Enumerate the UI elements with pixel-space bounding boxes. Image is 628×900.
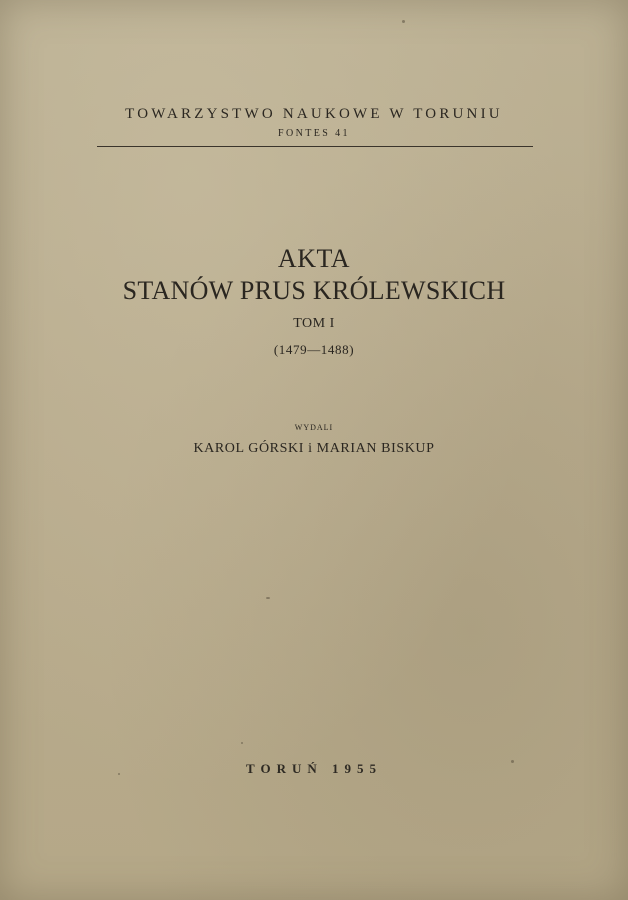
paper-speck	[511, 760, 514, 763]
year-range: (1479—1488)	[273, 342, 355, 357]
volume-label: TOM I	[293, 316, 335, 331]
paper-speck	[402, 20, 405, 23]
imprint-place-year: TORUŃ 1955	[246, 761, 382, 776]
header-divider	[97, 146, 533, 147]
editors-label: WYDALI	[294, 423, 334, 432]
paper-speck	[241, 742, 243, 744]
paper-speck	[266, 597, 270, 599]
series-number: FONTES 41	[278, 128, 350, 139]
title-line-1: AKTA	[277, 244, 351, 273]
editors-names: KAROL GÓRSKI i MARIAN BISKUP	[193, 441, 435, 456]
publisher-name: TOWARZYSTWO NAUKOWE W TORUNIU	[125, 106, 503, 122]
paper-speck	[118, 773, 120, 775]
title-line-2: STANÓW PRUS KRÓLEWSKICH	[122, 276, 506, 305]
